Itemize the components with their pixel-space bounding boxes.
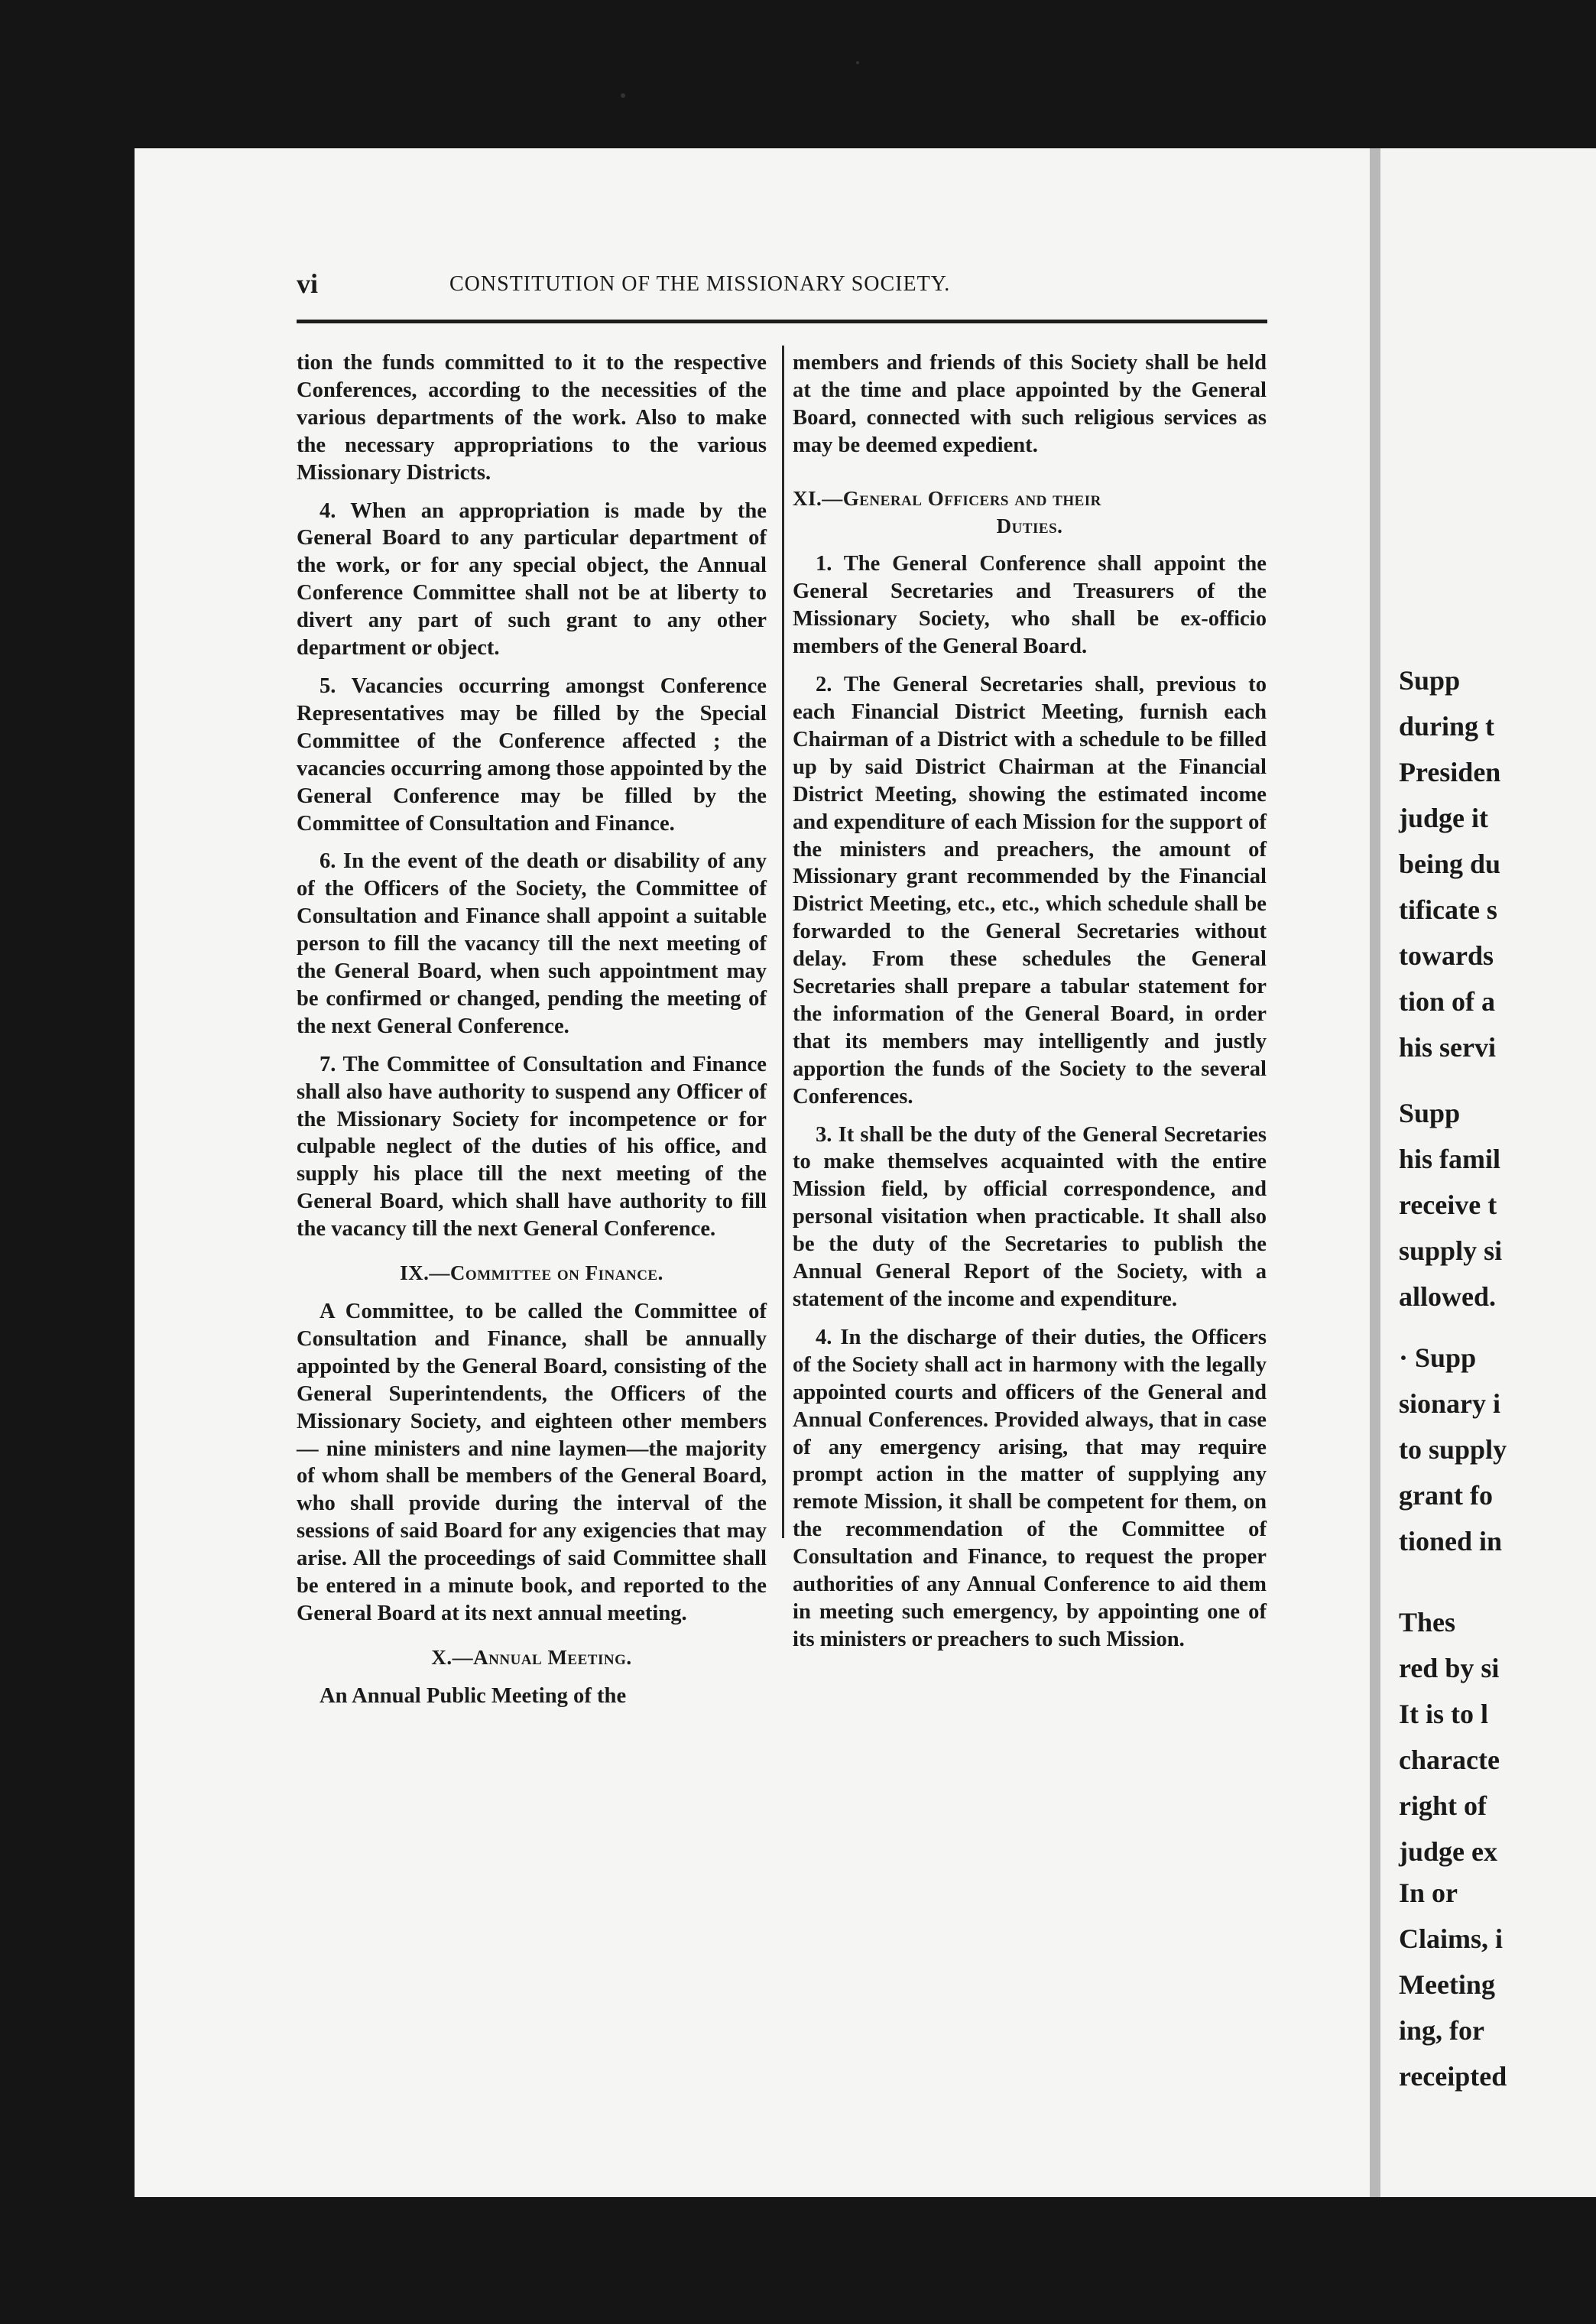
paragraph-7: 7. The Committee of Consultation and Finance shall also have authority to suspend any Officer of the Missionary Society for incompetence or for culpable neglect of the duties of his office, and supply his place till the next meeting of the General Board, which shall have authority to fill the vacancy till the next General Conference. bbox=[297, 1052, 767, 1242]
facing-line: grant fo bbox=[1399, 1480, 1493, 1511]
facing-page bbox=[1380, 148, 1596, 2197]
facing-page-block-d bbox=[1399, 1599, 1500, 1874]
paragraph-6: 6. In the event of the death or disability of any of the Officers of the Society, the Committee of Consultation and Finance shall appoint a suitable person to fill the vacancy till the next meeting of the General Board, when such appointment may be confirmed or changed, pending the meeting of the next General Conference. bbox=[297, 849, 767, 1038]
page-gutter bbox=[1370, 148, 1380, 2197]
facing-line: towards bbox=[1399, 940, 1494, 971]
paragraph-4: 4. In the discharge of their duties, the Officers of the Society shall act in harmony with the legally appointed courts and officers of the General and Annual Conferences. Provided always, that in case of any emergency arising, that may require prompt action in the matter of supplying any remote Mission, it shall be competent for them, on the recommendation of the Committee of Consultation and Finance, to request the proper authorities of any Annual Conference to aid them in meeting such emergency, by appointing one of its ministers or preachers to such Mission. bbox=[793, 1325, 1267, 1651]
facing-line: characte bbox=[1399, 1745, 1500, 1775]
facing-line: Meeting bbox=[1399, 1969, 1495, 2000]
paragraph-5: 5. Vacancies occurring amongst Conference Representatives may be filled by the Special Committee of the Conference affected ; the vacancies occurring among those appointed by the General Conference may be filled by the Committee of Consultation and Finance. bbox=[297, 674, 767, 836]
facing-page-block-b bbox=[1399, 1090, 1502, 1319]
right-column bbox=[793, 349, 1267, 1664]
facing-line: judge it bbox=[1399, 803, 1488, 833]
facing-line: Supp bbox=[1399, 1098, 1461, 1128]
facing-line: Claims, i bbox=[1399, 1923, 1504, 1954]
facing-line: Presiden bbox=[1399, 757, 1501, 787]
header-rule bbox=[297, 320, 1267, 323]
paragraph-committee: A Committee, to be called the Committee of Consultation and Finance, shall be annually appointed by the General Board, consisting of the General Superintendents, the Officers of the Missionary Society, and eighteen other members — nine ministers and nine laymen—the majority of whom shall be members of the General Board, who shall provide during the interval of the sessions of said Board for any exigencies that may arise. All the proceedings of said Committee shall be entered in a minute book, and reported to the General Board at its next annual meeting. bbox=[297, 1300, 767, 1625]
paragraph-1: 1. The General Conference shall appoint the General Secretaries and Treasurers of the Missionary Society, who shall be ex-officio members of the General Board. bbox=[793, 552, 1267, 659]
paragraph-2: 2. The General Secretaries shall, previous to each Financial District Meeting, furnish each Chairman of a District with a schedule to be filled up by said District Chairman at the Financial District Meeting, showing the estimated income and expenditure of each Mission for the support of the ministers and preachers, the amount of Missionary grant recommended by the Financial District Meeting, etc., etc., which schedule shall be forwarded to the General Secretaries without delay. From these schedules the General Secretaries shall prepare a tabular statement for the information of the General Board, in order that its members may intelligently and justly apportion the funds of the Society to the several Conferences. bbox=[793, 673, 1267, 1108]
paragraph-3: 3. It shall be the duty of the General Secretaries to make themselves acquainted with the entire Mission field, by official correspondence, and personal visitation when practicable. It shall also be the duty of the Secretaries to publish the Annual General Report of the Society, with a statement of the income and expenditure. bbox=[793, 1122, 1267, 1311]
facing-line: his famil bbox=[1399, 1144, 1501, 1174]
facing-line: receive t bbox=[1399, 1190, 1497, 1220]
facing-line: tioned in bbox=[1399, 1526, 1503, 1556]
paragraph-annual-meeting: An Annual Public Meeting of the bbox=[320, 1683, 627, 1708]
section-heading-xi bbox=[793, 485, 1267, 540]
facing-page-block-c bbox=[1399, 1335, 1507, 1564]
facing-page-block-e bbox=[1399, 1870, 1507, 2099]
facing-line: · Supp bbox=[1399, 1342, 1477, 1373]
scan-border-left bbox=[0, 148, 135, 2197]
facing-line: judge ex bbox=[1399, 1836, 1497, 1867]
facing-line: tificate s bbox=[1399, 894, 1497, 925]
facing-line: red by si bbox=[1399, 1653, 1500, 1683]
column-divider bbox=[782, 346, 784, 1538]
dust-speck bbox=[856, 61, 859, 64]
section-heading-xi-line1: XI.—General Officers and their bbox=[793, 486, 1101, 510]
facing-line: sionary i bbox=[1399, 1388, 1501, 1419]
facing-line: Thes bbox=[1399, 1607, 1456, 1638]
page-number: vi bbox=[297, 268, 319, 299]
facing-line: It is to l bbox=[1399, 1699, 1488, 1729]
facing-line: ing, for bbox=[1399, 2015, 1484, 2046]
facing-line: receipted bbox=[1399, 2061, 1507, 2092]
facing-line: during t bbox=[1399, 711, 1495, 742]
facing-line: right of bbox=[1399, 1790, 1487, 1821]
paragraph-4: 4. When an appropriation is made by the General Board to any particular department of the work, or for any special object, the Annual Conference Committee shall not be at liberty to divert any part of such grant to any other department or object. bbox=[297, 498, 767, 661]
running-title: CONSTITUTION OF THE MISSIONARY SOCIETY. bbox=[449, 272, 951, 296]
paragraph-continued: members and friends of this Society shall be held at the time and place appointed by the General Board, connected with such religious services as may be deemed expedient. bbox=[793, 351, 1267, 457]
section-heading-x: X.—Annual Meeting. bbox=[431, 1645, 632, 1669]
facing-line: supply si bbox=[1399, 1235, 1503, 1266]
facing-line: allowed. bbox=[1399, 1281, 1497, 1312]
facing-line: his servi bbox=[1399, 1032, 1497, 1063]
paragraph-continued: tion the funds committed to it to the respective Conferences, according to the necessities of the various departments of the work. Also to make the necessary appropriations to the various Missionary Districts. bbox=[297, 351, 767, 485]
facing-line: Supp bbox=[1399, 665, 1461, 696]
facing-page-block-a bbox=[1399, 657, 1500, 1070]
scan-border-top bbox=[0, 0, 1596, 148]
left-column bbox=[297, 349, 767, 1721]
section-heading-ix: IX.—Committee on Finance. bbox=[400, 1261, 663, 1285]
facing-line: tion of a bbox=[1399, 986, 1495, 1017]
section-heading-xi-line2: Duties. bbox=[996, 514, 1063, 537]
dust-speck bbox=[621, 93, 625, 98]
scan-border-bottom bbox=[0, 2197, 1596, 2324]
page-header bbox=[297, 268, 1267, 306]
facing-line: to supply bbox=[1399, 1434, 1507, 1465]
facing-line: being du bbox=[1399, 849, 1501, 879]
facing-line: In or bbox=[1399, 1878, 1458, 1908]
